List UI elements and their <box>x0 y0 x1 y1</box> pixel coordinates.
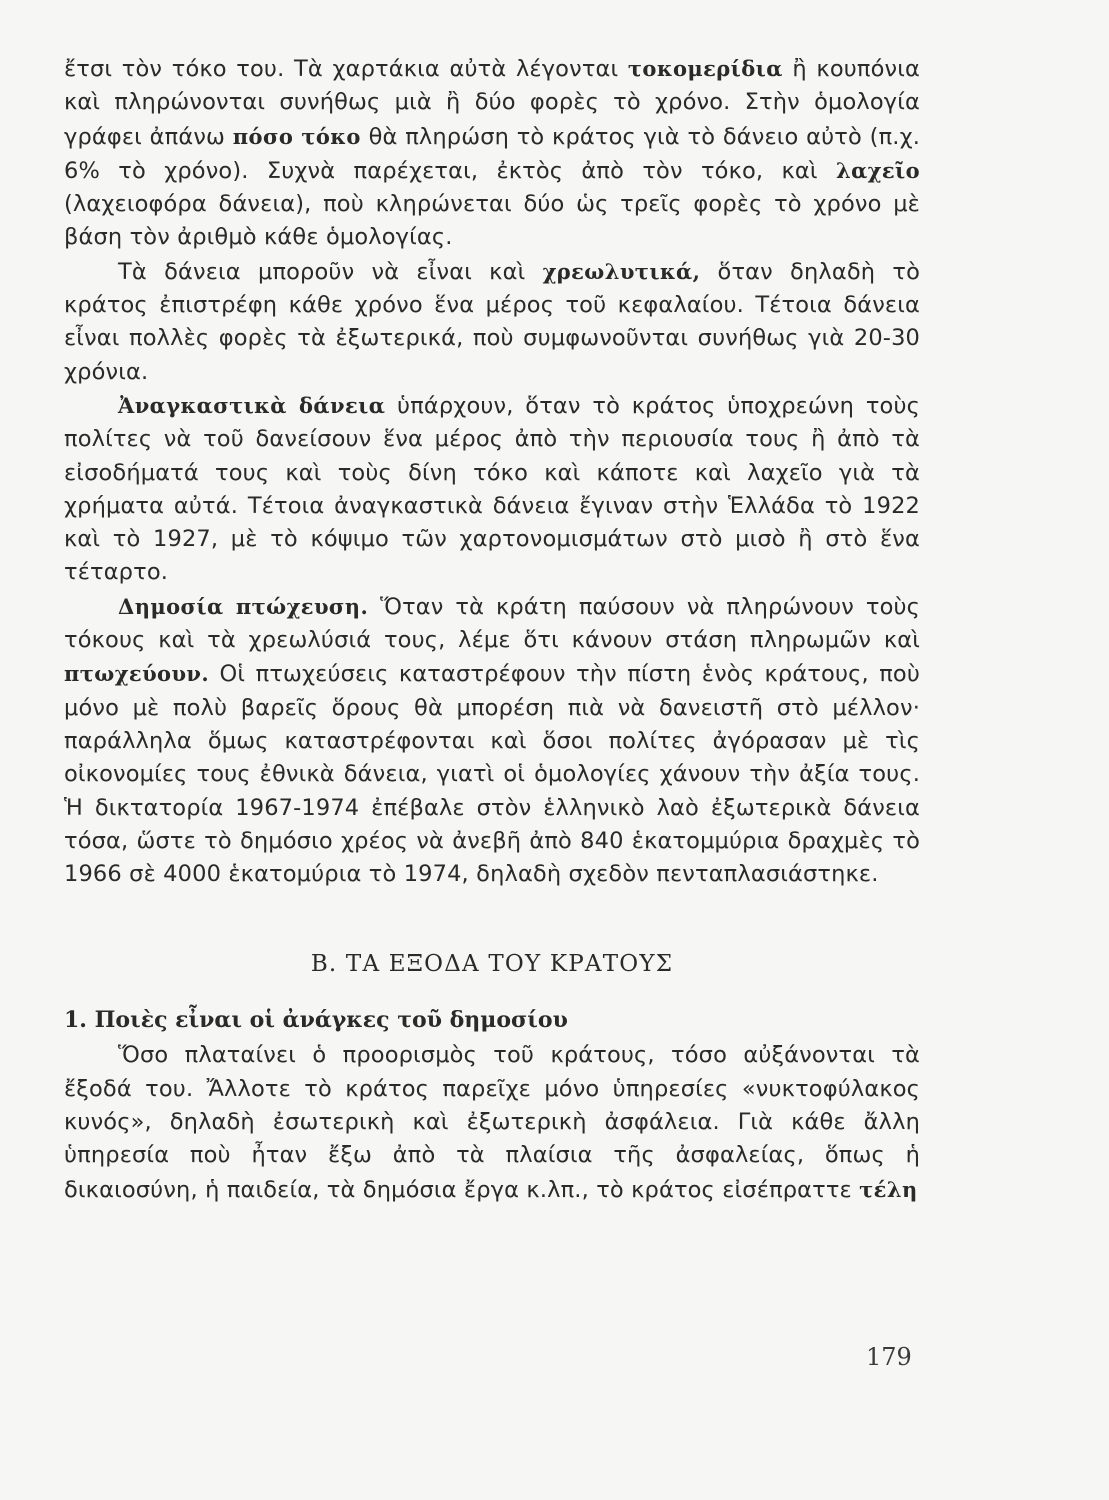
bold-term: λαχεῖο <box>835 157 920 183</box>
bold-term: τοκομερίδια <box>627 56 783 81</box>
paragraph <box>64 255 920 389</box>
subheading: 1. Ποιὲς εἶναι οἱ ἀνάγκες τοῦ δημοσίου <box>64 1007 568 1034</box>
page-number: 179 <box>866 1343 912 1371</box>
paragraph <box>64 1039 920 1206</box>
paragraph <box>64 590 920 892</box>
text-run: (λαχειοφόρα δάνεια), ποὺ κληρώνεται δύο ὡς τρεῖς φορὲς τὸ χρόνο μὲ βάση τὸν ἀριθμὸ κάθε ὁμολογίας. <box>64 191 920 251</box>
bold-term: πόσο τόκο <box>232 123 361 149</box>
paragraph <box>64 389 920 590</box>
text-run: ὅταν δηλαδὴ τὸ κράτος ἐπιστρέφη κάθε χρόνο ἕνα μέρος τοῦ κεφαλαίου. Τέτοια δάνεια εἶναι πολλὲς φορὲς τὰ ἐξωτερικά, ποὺ συμφωνοῦνται συνήθως γιὰ 20-30 χρόνια. <box>64 258 920 385</box>
body-paragraphs <box>64 52 920 891</box>
text-run: ἔτσι τὸν τόκο του. Τὰ χαρτάκια αὐτὰ λέγονται <box>64 56 628 82</box>
bold-term: τέλη <box>859 1176 918 1202</box>
bold-term: πτωχεύουν. <box>64 661 210 687</box>
text-run: Τὰ δάνεια μποροῦν νὰ εἶναι καὶ <box>118 258 543 285</box>
text-run: Ὅταν τὰ κράτη παύσουν νὰ πληρώνουν τοὺς τόκους καὶ τὰ χρεωλύσιά τους, λέμε ὅτι κάνουν στάση πληρωμῶν καὶ <box>64 593 921 654</box>
text-run: θὰ πληρώση τὸ κράτος γιὰ τὸ δάνειο αὐτὸ (π.χ. 6% τὸ χρόνο). Συχνὰ παρέχεται, ἐκτὸς ἀπὸ τὸν τόκο, καὶ <box>64 123 921 184</box>
section-heading: Β. ΤΑ ΕΞΟΔΑ ΤΟΥ ΚΡΑΤΟΥΣ <box>310 951 674 978</box>
page-body <box>64 52 920 1207</box>
text-run: ἢ κουπόνια καὶ πληρώνονται συνήθως μιὰ ἢ δύο φορὲς τὸ χρόνο. Στὴν ὁμολογία γράφει ἀπάνω <box>64 56 920 150</box>
bold-term: χρεωλυτικά, <box>542 258 701 284</box>
section-paragraphs <box>64 1039 920 1206</box>
text-run: Οἱ πτωχεύσεις καταστρέφουν τὴν πίστη ἑνὸς κράτους, ποὺ μόνο μὲ πολὺ βαρεῖς ὅρους θὰ μπορέση πιὰ νὰ δανειστῆ στὸ μέλλον· παράλληλα ὅμως καταστρέφονται καὶ ὅσοι πολίτες ἀγόρασαν μὲ τὶς οἰκονομίες τους ἐθνικὰ δάνεια, γιατὶ οἱ ὁμολογίες χάνουν τὴν ἀξία τους. Ἡ δικτατορία 1967-1974 ἐπέβαλε στὸν ἑλληνικὸ λαὸ ἐξωτερικὰ δάνεια τόσα, ὥστε τὸ δημόσιο χρέος νὰ ἀνεβῆ ἀπὸ 840 ἑκατομμύρια δραχμὲς τὸ 1966 σὲ 4000 ἑκατομύρια τὸ 1974, δηλαδὴ σχεδὸν πενταπλασιάστηκε. <box>64 661 920 888</box>
bold-term: Ἀναγκαστικὰ δάνεια <box>118 392 386 418</box>
text-run: ὑπάρχουν, ὅταν τὸ κράτος ὑποχρεώνη τοὺς πολίτες νὰ τοῦ δανείσουν ἕνα μέρος ἀπὸ τὴν περιουσία τους ἢ ἀπὸ τὰ εἰσοδήματά τους καὶ τοὺς δίνη τόκο καὶ κάποτε καὶ λαχεῖο γιὰ τὰ χρήματα αὐτά. Τέτοια ἀναγκαστικὰ δάνεια ἔγιναν στὴν Ἑλλάδα τὸ 1922 καὶ τὸ 1927, μὲ τὸ κόψιμο τῶν χαρτονομισμάτων στὸ μισὸ ἢ στὸ ἕνα τέταρτο. <box>64 392 920 586</box>
bold-term: Δημοσία πτώχευση. <box>118 593 369 619</box>
text-run: Ὅσο πλαταίνει ὁ προορισμὸς τοῦ κράτους, τόσο αὐξάνονται τὰ ἔξοδά του. Ἄλλοτε τὸ κράτος παρεῖχε μόνο ὑπηρεσίες «νυκτοφύλακος κυνός», δηλαδὴ ἐσωτερικὴ καὶ ἐξωτερικὴ ἀσφάλεια. Γιὰ κάθε ἄλλη ὑπηρεσία ποὺ ἦταν ἔξω ἀπὸ τὰ πλαίσια τῆς ἀσφαλείας, ὅπως ἡ δικαιοσύνη, ἡ παιδεία, τὰ δημόσια ἔργα κ.λπ., τὸ κράτος εἰσέπραττε <box>64 1042 920 1203</box>
paragraph <box>64 52 920 255</box>
